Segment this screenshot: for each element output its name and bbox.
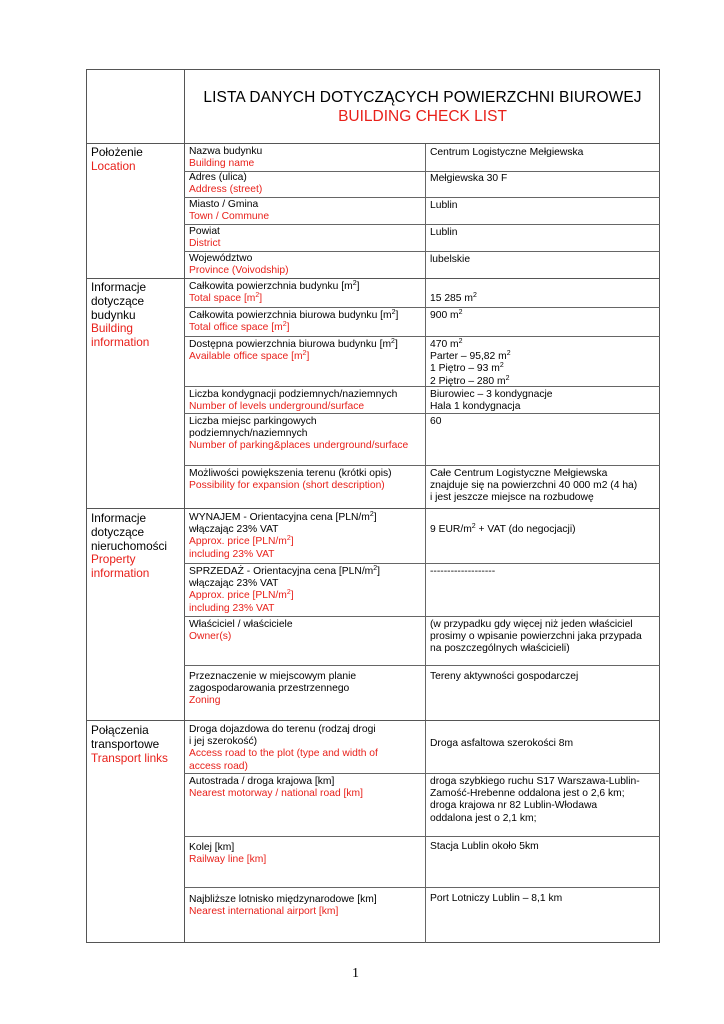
address-label: Adres (ulica) Address (street) [189, 172, 263, 196]
table-divider [184, 307, 660, 308]
railway-label: Kolej [km] Railway line [km] [189, 842, 267, 866]
owner-label: Właściciel / właściciele Owner(s) [189, 619, 293, 643]
zoning-label: Przeznaczenie w miejscowym planie zagospodarowania przestrzennego Zoning [189, 671, 357, 707]
district-label: Powiat District [189, 226, 221, 250]
airport-label: Najbliższe lotnisko międzynarodowe [km] Nearest international airport [km] [189, 894, 377, 918]
address-value: Mełgiewska 30 F [430, 173, 508, 184]
table-divider [86, 720, 660, 721]
rent-label: WYNAJEM - Orientacyjna cena $[PLN/m^2]$ włączając 23% VAT Approx. price $[PLN/m^2]$ including 23% VAT [189, 511, 377, 560]
table-divider [86, 508, 660, 509]
levels-value: Biurowiec – 3 kondygnacje Hala 1 kondygnacja [430, 389, 553, 413]
levels-label: Liczba kondygnacji podziemnych/naziemnych Number of levels underground/surface [189, 389, 398, 413]
table-divider [184, 773, 660, 774]
province-label: Województwo Province (Voivodship) [189, 253, 289, 277]
total-space-value: 15 285 $m^2$ [430, 292, 477, 304]
section-building-information: Informacje dotyczące budynku Building information [91, 280, 150, 350]
table-divider [86, 278, 660, 279]
motorway-value: droga szybkiego ruchu S17 Warszawa-Lublin- Zamość-Hrebenne oddalona jest o 2,6 km; droga krajowa nr 82 Lublin-Włodawa oddalona jest o 2,1 km; [430, 776, 640, 824]
section-transport-links: Połączenia transportowe Transport links [91, 723, 168, 765]
table-divider [184, 251, 660, 252]
table-divider [184, 386, 660, 387]
parking-label: Liczba miejsc parkingowych podziemnych/naziemnych Number of parking&places underground/surface [189, 416, 409, 452]
table-divider [184, 665, 660, 666]
town-label: Miasto / Gmina Town / Commune [189, 199, 270, 223]
zoning-value: Tereny aktywności gospodarczej [430, 671, 579, 682]
parking-value: 60 [430, 416, 442, 427]
motorway-label: Autostrada / droga krajowa [km] Nearest motorway / national road [km] [189, 776, 363, 800]
building-name-label: Nazwa budynku Building name [189, 146, 263, 170]
table-divider [184, 887, 660, 888]
title-polish: LISTA DANYCH DOTYCZĄCYCH POWIERZCHNI BIUROWEJ [203, 89, 642, 106]
total-space-label: Całkowita powierzchnia budynku $[m^2]$ Total space $[m^2]$ [189, 280, 360, 305]
total-office-value: 900 $m^2$ [430, 309, 463, 321]
airport-value: Port Lotniczy Lublin – 8,1 km [430, 893, 563, 904]
page-number: 1 [352, 966, 359, 981]
province-value: lubelskie [430, 254, 471, 265]
town-value: Lublin [430, 200, 458, 211]
table-divider [184, 836, 660, 837]
railway-value: Stacja Lublin około 5km [430, 841, 539, 852]
access-road-label: Droga dojazdowa do terenu (rodzaj drogi i jej szerokość) Access road to the plot (type and width of access road) [189, 724, 378, 772]
table-divider [184, 197, 660, 198]
access-road-value: Droga asfaltowa szerokości 8m [430, 738, 574, 749]
table-divider [184, 616, 660, 617]
building-name-value: Centrum Logistyczne Mełgiewska [430, 147, 584, 158]
district-value: Lublin [430, 227, 458, 238]
expansion-value: Całe Centrum Logistyczne Mełgiewska znajduje się na powierzchni 40 000 m2 (4 ha) i jest jeszcze miejsce na rozbudowę [430, 468, 638, 504]
total-office-label: Całkowita powierzchnia biurowa budynku $[m^2]$ Total office space $[m^2]$ [189, 309, 399, 334]
table-divider [184, 69, 185, 943]
owner-value: (w przypadku gdy więcej niż jeden właściciel prosimy o wpisanie powierzchni jaka przypada na poszczególnych właścicieli) [430, 619, 642, 655]
table-divider [425, 143, 426, 943]
sale-value: ------------------- [430, 566, 496, 577]
table-divider [86, 143, 660, 144]
table-divider [184, 224, 660, 225]
title-english: BUILDING CHECK LIST [338, 108, 507, 125]
table-divider [184, 465, 660, 466]
table-divider [184, 563, 660, 564]
sale-label: SPRZEDAŻ - Orientacyjna cena $[PLN/m^2]$ włączając 23% VAT Approx. price $[PLN/m^2]$ including 23% VAT [189, 565, 381, 614]
section-location: Położenie Location [91, 145, 143, 173]
rent-value: 9 EUR/$m^2$ + VAT (do negocjacji) [430, 523, 576, 535]
table-divider [184, 336, 660, 337]
expansion-label: Możliwości powiększenia terenu (krótki opis) Possibility for expansion (short description) [189, 468, 392, 492]
available-office-value: 470 $m^2$ Parter – 95,82 $m^2$ 1 Piętro – 93 $m^2$ 2 Piętro – 280 $m^2$ [430, 338, 511, 387]
section-property-information: Informacje dotyczące nieruchomości Property information [91, 511, 168, 581]
available-office-label: Dostępna powierzchnia biurowa budynku $[m^2]$ Available office space $[m^2]$ [189, 338, 398, 363]
